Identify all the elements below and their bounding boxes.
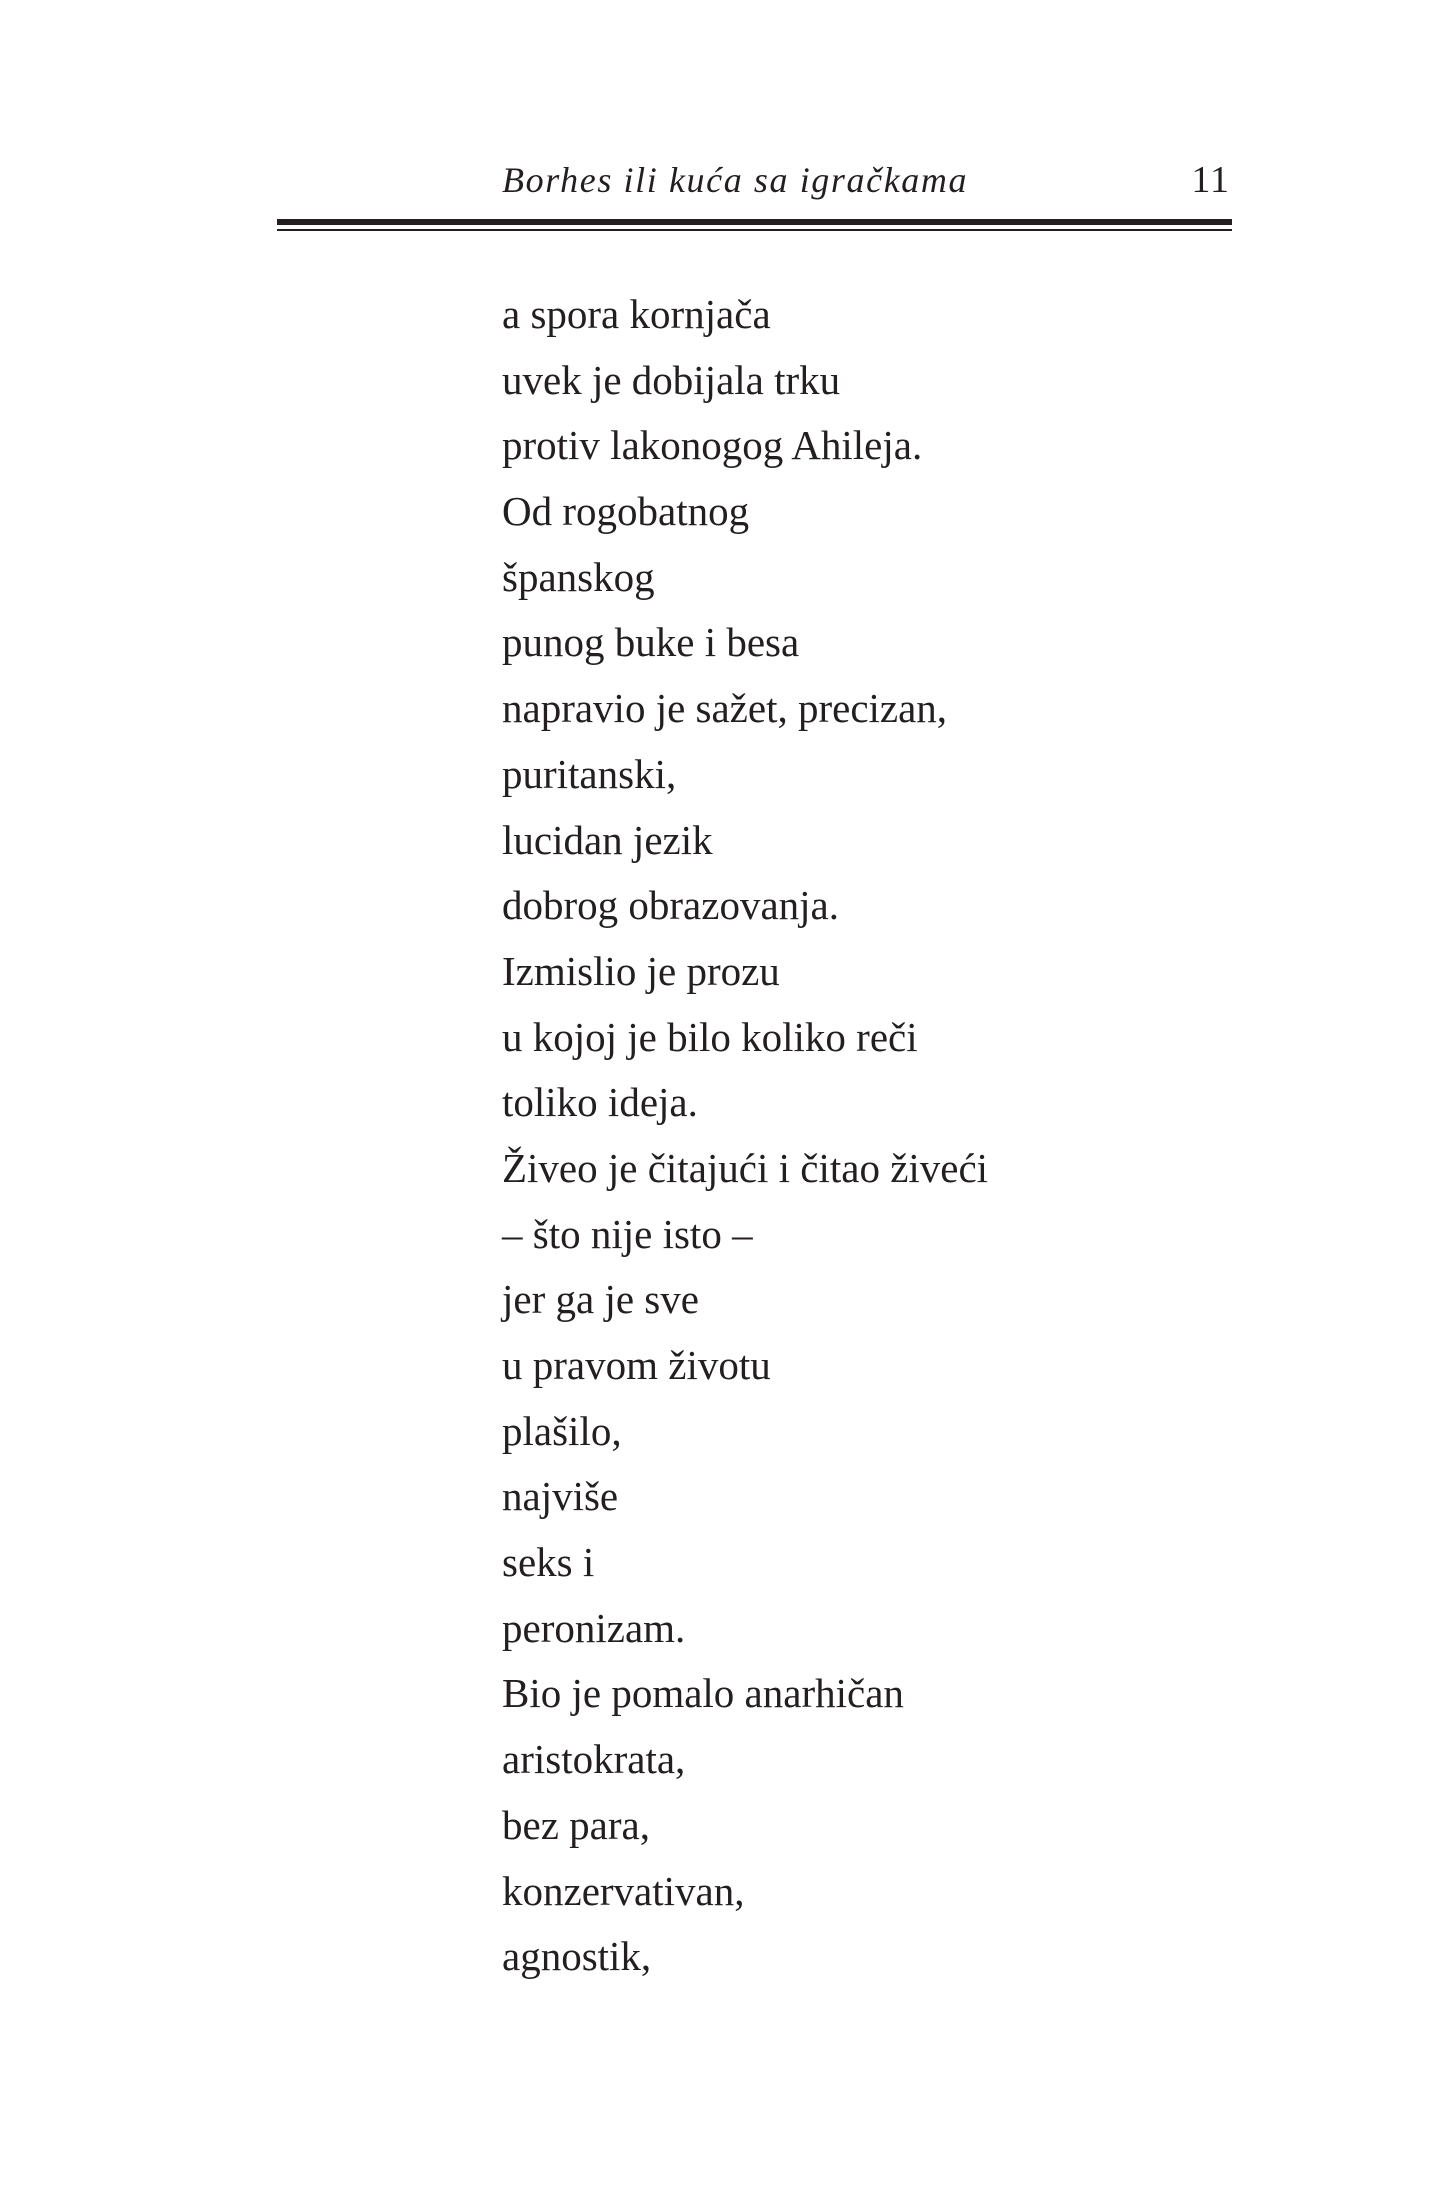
poem-line: aristokrata, xyxy=(502,1736,686,1783)
poem-line: Od rogobatnog xyxy=(502,488,750,535)
poem-line: jer ga je sve xyxy=(502,1276,699,1323)
poem-line: protiv lakonogog Ahileja. xyxy=(502,422,923,469)
header-rule-thick xyxy=(277,219,1232,225)
poem-line: a spora kornjača xyxy=(502,291,771,337)
poem-line: napravio je sažet, precizan, xyxy=(502,685,948,732)
poem-line: punog buke i besa xyxy=(502,619,800,666)
poem-line: peronizam. xyxy=(502,1604,686,1651)
poem-line: najviše xyxy=(502,1473,619,1520)
page-number: 11 xyxy=(1191,159,1230,201)
running-header xyxy=(0,0,1445,240)
poem-line: u pravom životu xyxy=(502,1342,771,1388)
poem-line: Bio je pomalo anarhičan xyxy=(502,1670,904,1717)
header-rule-thin xyxy=(277,229,1232,231)
poem-line: seks i xyxy=(502,1539,595,1586)
poem-line: agnostik, xyxy=(502,1933,652,1980)
poem-line: toliko ideja. xyxy=(502,1079,698,1126)
poem-line: Živeo je čitajući i čitao živeći xyxy=(502,1144,989,1191)
running-title: Borhes ili kuća sa igračkama xyxy=(502,160,969,200)
poem-line: lucidan jezik xyxy=(502,816,713,863)
poem-line: bez para, xyxy=(502,1801,650,1848)
poem-line: plašilo, xyxy=(502,1407,622,1454)
poem-body xyxy=(502,282,988,1990)
poem-line: u kojoj je bilo koliko reči xyxy=(502,1013,918,1060)
poem-line: puritanski, xyxy=(502,750,677,797)
poem-line: konzervativan, xyxy=(502,1867,745,1914)
poem-line: – što nije isto – xyxy=(502,1210,753,1257)
poem-line: Izmislio je prozu xyxy=(502,947,780,994)
poem-line: španskog xyxy=(502,553,655,600)
poem-line: dobrog obrazovanja. xyxy=(502,882,839,929)
poem-line: uvek je dobijala trku xyxy=(502,356,841,403)
